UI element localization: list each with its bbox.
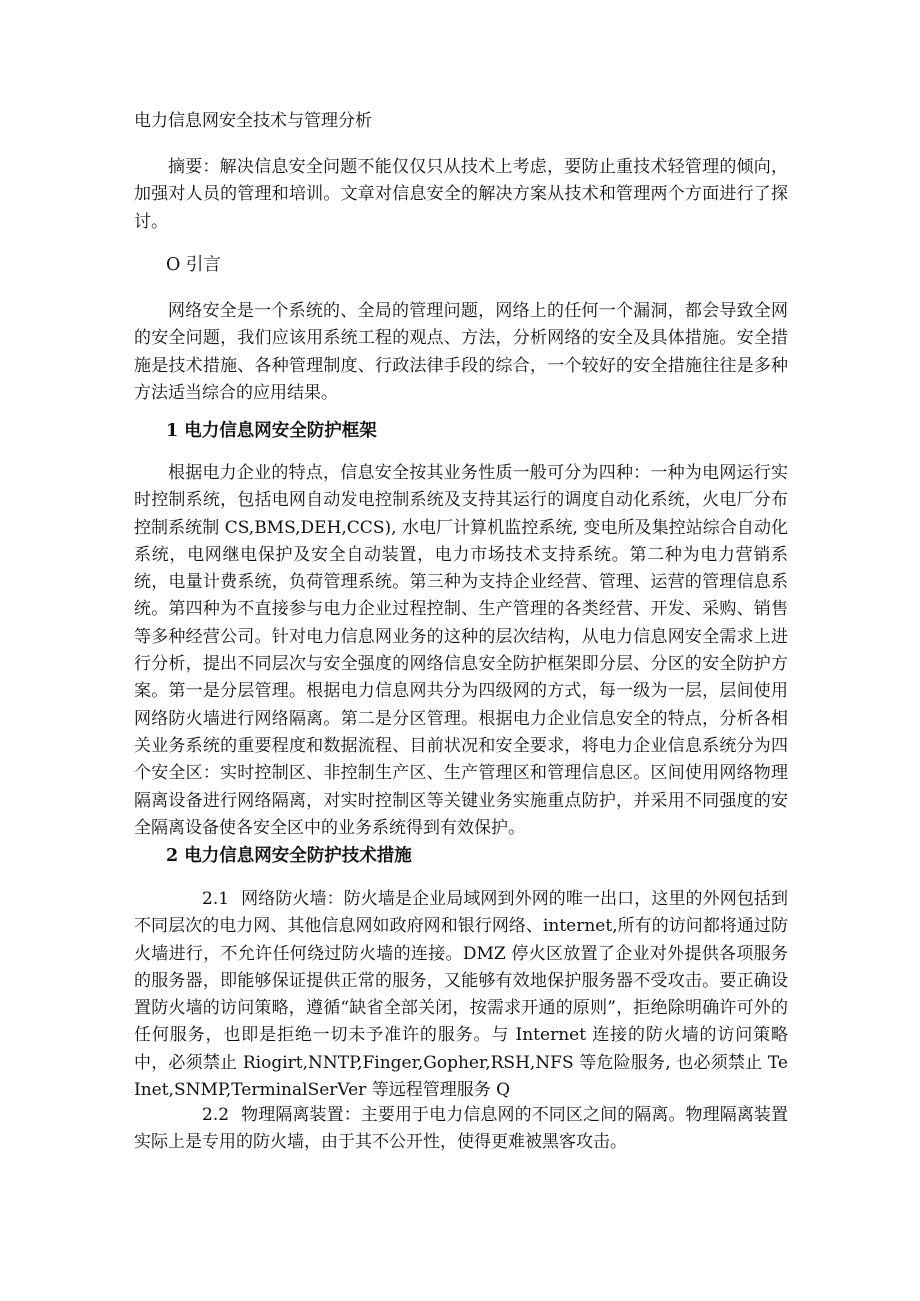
- subsection-text: 物理隔离装置：主要用于电力信息网的不同区之间的隔离。物理隔离装置实际上是专用的防火墙，由于其不公开性，使得更难被黑客攻击。: [134, 1105, 788, 1153]
- abstract-paragraph: 摘要：解决信息安全问题不能仅仅只从技术上考虑，要防止重技术轻管理的倾向，加强对人员的管理和培训。文章对信息安全的解决方案从技术和管理两个方面进行了探讨。: [134, 157, 788, 232]
- section-heading-framework: 1 电力信息网安全防护框架: [166, 421, 377, 441]
- subsection-physical-isolation: [134, 1102, 788, 1157]
- section-paragraph-framework: 根据电力企业的特点，信息安全按其业务性质一般可分为四种：一种为电网运行实时控制系统，包括电网自动发电控制系统及支持其运行的调度自动化系统，火电厂分布控制系统制 CS,BMS,DEH,CCS), 水电厂计算机监控系统, 变电所及集控站综合自动化系统，电网继电保护及安全自动装置，电力市场技术支持系统。第二种为电力营销系统，电量计费系统，负荷管理系统。第三种为支持企业经营、管理、运营的管理信息系统。第四种为不直接参与电力企业过程控制、生产管理的各类经营、开发、采购、销售等多种经营公司。针对电力信息网业务的这种的层次结构，从电力信息网安全需求上进行分析，提出不同层次与安全强度的网络信息安全防护框架即分层、分区的安全防护方案。第一是分层管理。根据电力信息网共分为四级网的方式，每一级为一层，层间使用网络防火墙进行网络隔离。第二是分区管理。根据电力企业信息安全的特点，分析各相关业务系统的重要程度和数据流程、目前状况和安全要求，将电力企业信息系统分为四个安全区：实时控制区、非控制生产区、生产管理区和管理信息区。区间使用网络物理隔离设备进行网络隔离，对实时控制区等关键业务实施重点防护，并采用不同强度的安全隔离设备使各安全区中的业务系统得到有效保护。: [134, 463, 788, 838]
- section-heading-intro: O 引言: [166, 255, 221, 275]
- section-paragraph-intro: 网络安全是一个系统的、全局的管理问题，网络上的任何一个漏洞，都会导致全网的安全问题，我们应该用系统工程的观点、方法，分析网络的安全及具体措施。安全措施是技术措施、各种管理制度、行政法律手段的综合，一个较好的安全措施往往是多种方法适当综合的应用结果。: [134, 301, 788, 403]
- document-title: 电力信息网安全技术与管理分析: [134, 111, 372, 131]
- subsection-firewall: [134, 886, 788, 1104]
- subsection-number: 2.1: [202, 889, 230, 909]
- subsection-text: 网络防火墙：防火墙是企业局域网到外网的唯一出口，这里的外网包括到不同层次的电力网、其他信息网如政府网和银行网络、internet,所有的访问都将通过防火墙进行，不允许任何绕过防火墙的连接。DMZ 停火区放置了企业对外提供各项服务的服务器，即能够保证提供正常的服务，又能够有效地保护服务器不受攻击。要正确设置防火墙的访问策略，遵循“缺省全部关闭，按需求开通的原则”，拒绝除明确许可外的任何服务，也即是拒绝一切未予准许的服务。与 Internet 连接的防火墙的访问策略中，必须禁止 Riogirt,NNTP,Finger,Gopher,RSH,NFS 等危险服务, 也必须禁止 TeInet,SNMP,TerminalSerVer 等远程管理服务 Q: [134, 889, 788, 1101]
- subsection-number: 2.2: [202, 1105, 230, 1125]
- section-heading-measures: 2 电力信息网安全防护技术措施: [166, 846, 412, 866]
